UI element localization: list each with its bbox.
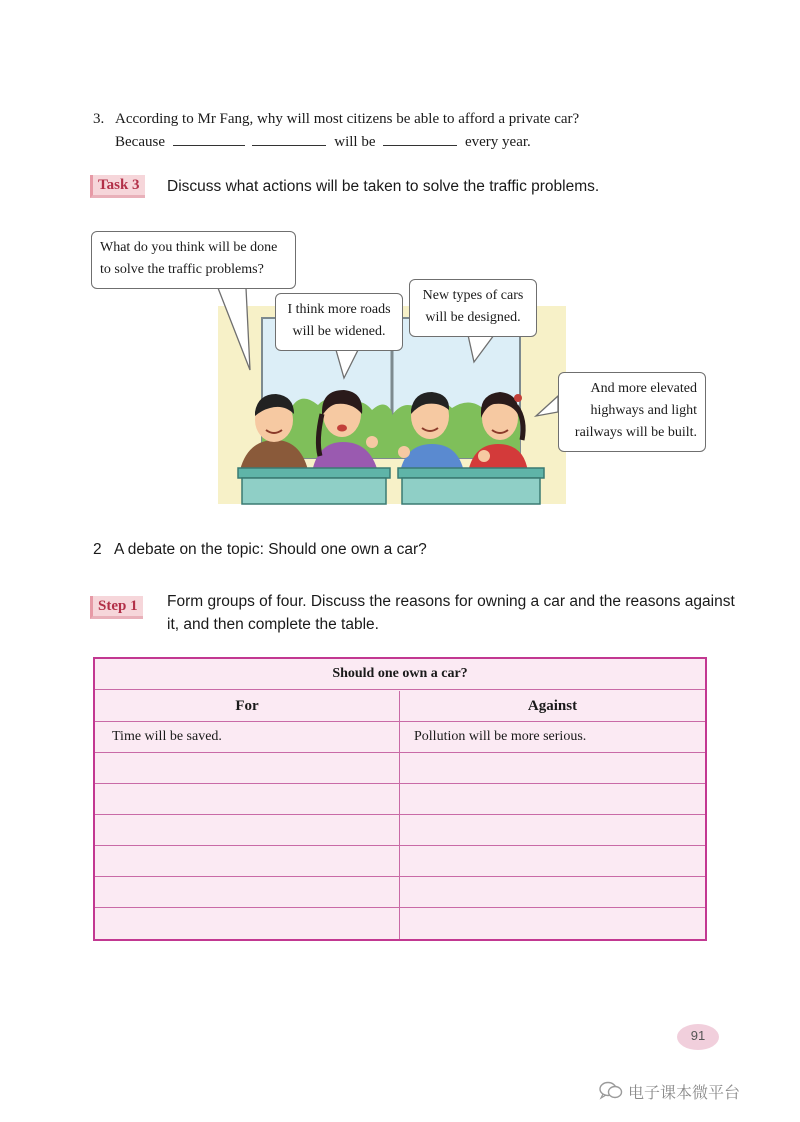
speech-bubble-2: I think more roads will be widened. <box>275 293 403 351</box>
watermark-text: 电子课本微平台 <box>628 1085 741 1102</box>
chat-bubble-icon <box>598 1080 624 1100</box>
because-label: Because <box>115 134 165 150</box>
table-title: Should one own a car? <box>332 666 468 681</box>
speech-bubble-1: What do you think will be done to solve the traffic problems? <box>91 231 296 289</box>
will-be-label: will be <box>334 134 376 150</box>
task3-instruction: Discuss what actions will be taken to solve the traffic problems. <box>167 178 600 195</box>
desk-left-top <box>238 468 390 478</box>
section2-number: 2 <box>93 541 102 558</box>
header-for: For <box>235 698 259 714</box>
question-number: 3. <box>93 111 105 127</box>
debate-table <box>93 657 707 941</box>
step1-tag: Step 1 <box>90 596 143 619</box>
desk-right-top <box>398 468 544 478</box>
cell-against[interactable]: Pollution will be more serious. <box>414 729 587 744</box>
header-against: Against <box>527 698 578 714</box>
column-divider <box>399 691 400 939</box>
speech-bubble-3: New types of cars will be designed. <box>409 279 537 337</box>
every-year-label: every year. <box>464 134 531 150</box>
section2-title: A debate on the topic: Should one own a car? <box>113 541 427 558</box>
desk-right-front <box>402 478 540 504</box>
question-text: According to Mr Fang, why will most citizens be able to afford a private car? <box>115 111 580 127</box>
section2-heading <box>93 541 427 559</box>
task3-tag: Task 3 <box>90 175 145 198</box>
desk-left-front <box>242 478 386 504</box>
page-number: 91 <box>677 1024 719 1050</box>
table-title-row <box>95 659 705 690</box>
cell-for[interactable]: Time will be saved. <box>112 729 222 744</box>
step1-instruction: Form groups of four. Discuss the reasons for owning a car and the reasons against it, and then complete the table. <box>167 593 735 633</box>
speech-bubble-4: And more elevated highways and light railways will be built. <box>558 372 706 452</box>
